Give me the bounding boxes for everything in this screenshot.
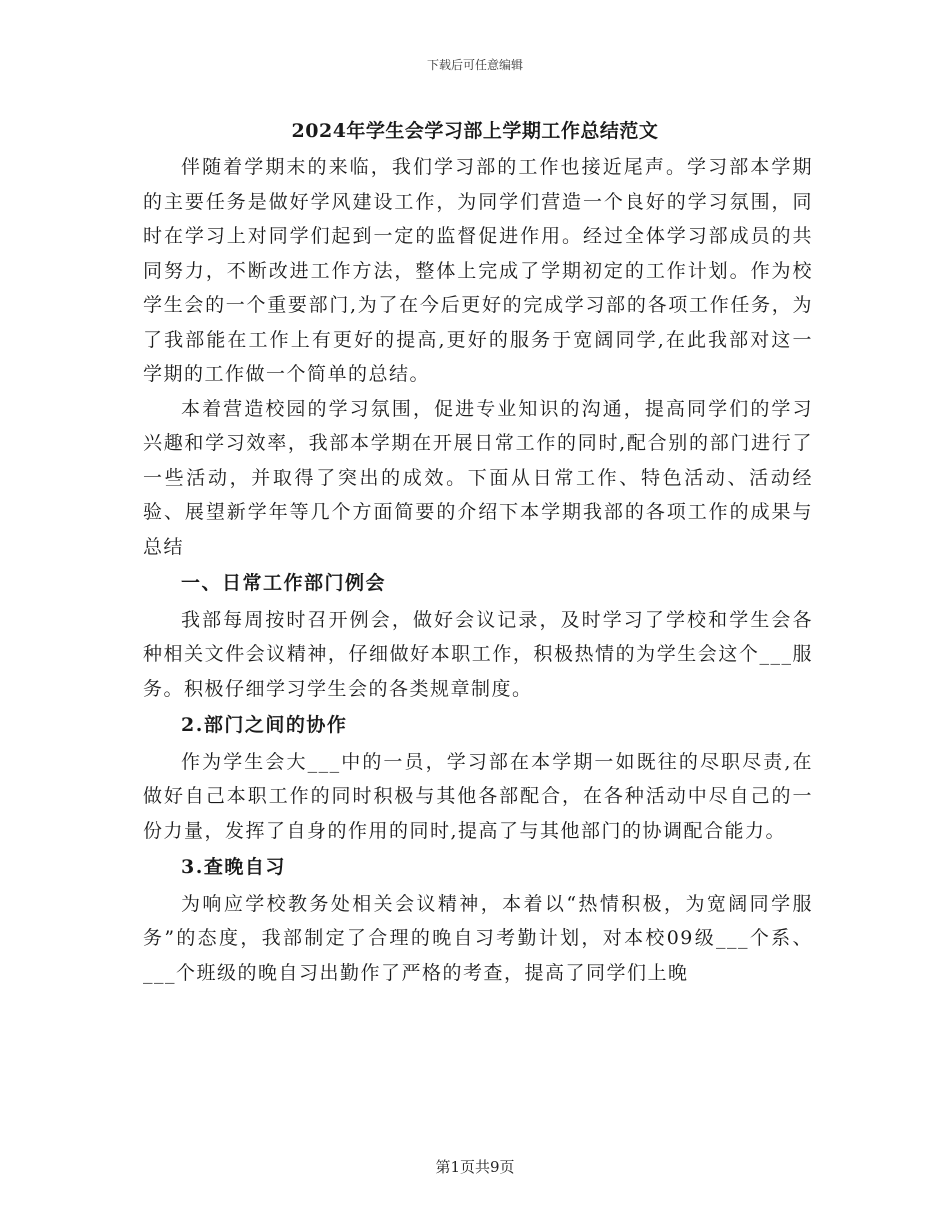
document-body [143, 150, 813, 990]
paragraph-evening-study: 为响应学校教务处相关会议精神，本着以“热情积极，为宽阔同学服务”的态度，我部制定了合理的晚自习考勤计划，对本校09级___个系、___个班级的晚自习出勤作了严格的考查，提高了同学们上晚 [143, 892, 813, 984]
page-number: 第1页共9页 [435, 1158, 515, 1176]
section-heading-evening-study: 3.查晚自习 [181, 856, 286, 878]
paragraph-intro: 伴随着学期末的来临，我们学习部的工作也接近尾声。学习部本学期的主要任务是做好学风建设工作，为同学们营造一个良好的学习氛围，同时在学习上对同学们起到一定的监督促进作用。经过全体学习部成员的共同努力，不断改进工作方法，整体上完成了学期初定的工作计划。作为校学生会的一个重要部门,为了在今后更好的完成学习部的各项工作任务，为了我部能在工作上有更好的提高,更好的服务于宽阔同学,在此我部对这一学期的工作做一个简单的总结。 [143, 156, 813, 385]
paragraph-collaboration: 作为学生会大___中的一员，学习部在本学期一如既往的尽职尽责,在做好自己本职工作的同时积极与其他各部配合，在各种活动中尽自己的一份力量，发挥了自身的作用的同时,提高了与其他部门的协调配合能力。 [143, 750, 813, 842]
header-note: 下载后可任意编辑 [426, 58, 523, 72]
document-title: 2024年学生会学习部上学期工作总结范文 [291, 120, 659, 142]
paragraph-meetings: 我部每周按时召开例会，做好会议记录，及时学习了学校和学生会各种相关文件会议精神，仔细做好本职工作，积极热情的为学生会这个___服务。积极仔细学习学生会的各类规章制度。 [143, 608, 813, 700]
section-heading-meetings: 一、日常工作部门例会 [181, 572, 387, 594]
paragraph-overview: 本着营造校园的学习氛围，促进专业知识的沟通，提高同学们的学习兴趣和学习效率，我部本学期在开展日常工作的同时,配合别的部门进行了一些活动，并取得了突出的成效。下面从日常工作、特色活动、活动经验、展望新学年等几个方面简要的介绍下本学期我部的各项工作的成果与总结 [143, 397, 813, 558]
section-heading-collaboration: 2.部门之间的协作 [181, 714, 348, 736]
